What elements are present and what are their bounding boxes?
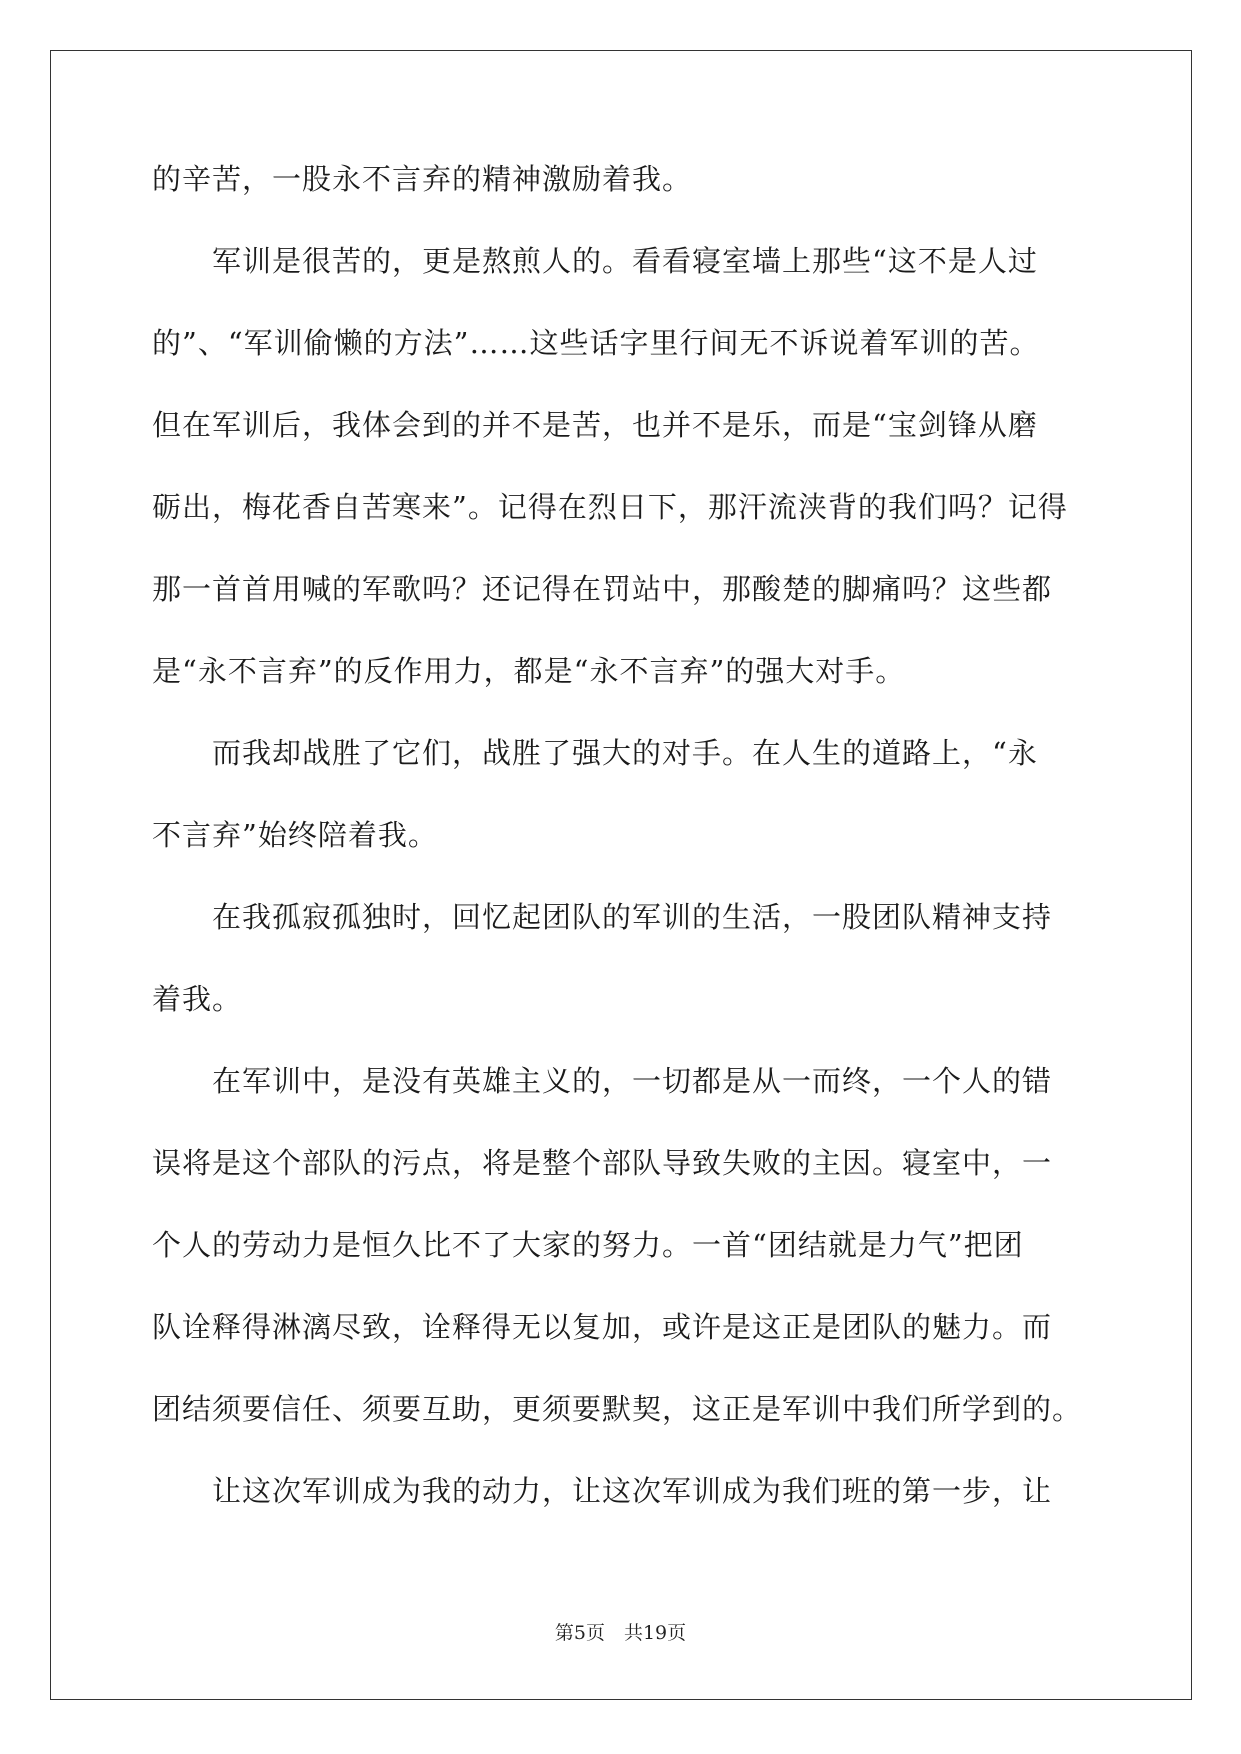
text-line: 个人的劳动力是恒久比不了大家的努力。一首“团结就是力气”把团	[152, 1228, 1024, 1262]
text-line: 军训是很苦的，更是熬煎人的。看看寝室墙上那些“这不是人过	[152, 244, 1038, 278]
text-line: 在军训中，是没有英雄主义的，一切都是从一而终，一个人的错	[152, 1064, 1053, 1098]
text-line: 团结须要信任、须要互助，更须要默契，这正是军训中我们所学到的。	[152, 1392, 1083, 1426]
document-body	[152, 164, 1097, 1558]
text-line: 着我。	[152, 982, 243, 1016]
text-line: 让这次军训成为我的动力，让这次军训成为我们班的第一步，让	[152, 1474, 1053, 1508]
page-number-footer: 第5页 共19页	[554, 1622, 687, 1644]
text-line: 砺出，梅花香自苦寒来”。记得在烈日下，那汗流浃背的我们吗？记得	[152, 490, 1068, 524]
text-line: 不言弃”始终陪着我。	[152, 818, 438, 852]
text-line: 但在军训后，我体会到的并不是苦，也并不是乐，而是“宝剑锋从磨	[152, 408, 1038, 442]
text-line: 误将是这个部队的污点，将是整个部队导致失败的主因。寝室中，一	[152, 1146, 1053, 1180]
text-line: 那一首首用喊的军歌吗？还记得在罚站中，那酸楚的脚痛吗？这些都	[152, 572, 1053, 606]
text-line: 而我却战胜了它们，战胜了强大的对手。在人生的道路上，“永	[152, 736, 1038, 770]
text-line: 队诠释得淋漓尽致，诠释得无以复加，或许是这正是团队的魅力。而	[152, 1310, 1053, 1344]
text-line: 的辛苦，一股永不言弃的精神激励着我。	[152, 162, 693, 196]
text-line: 的”、“军训偷懒的方法”……这些话字里行间无不诉说着军训的苦。	[152, 326, 1040, 360]
text-line: 是“永不言弃”的反作用力，都是“永不言弃”的强大对手。	[152, 654, 906, 688]
text-line: 在我孤寂孤独时，回忆起团队的军训的生活，一股团队精神支持	[152, 900, 1053, 934]
